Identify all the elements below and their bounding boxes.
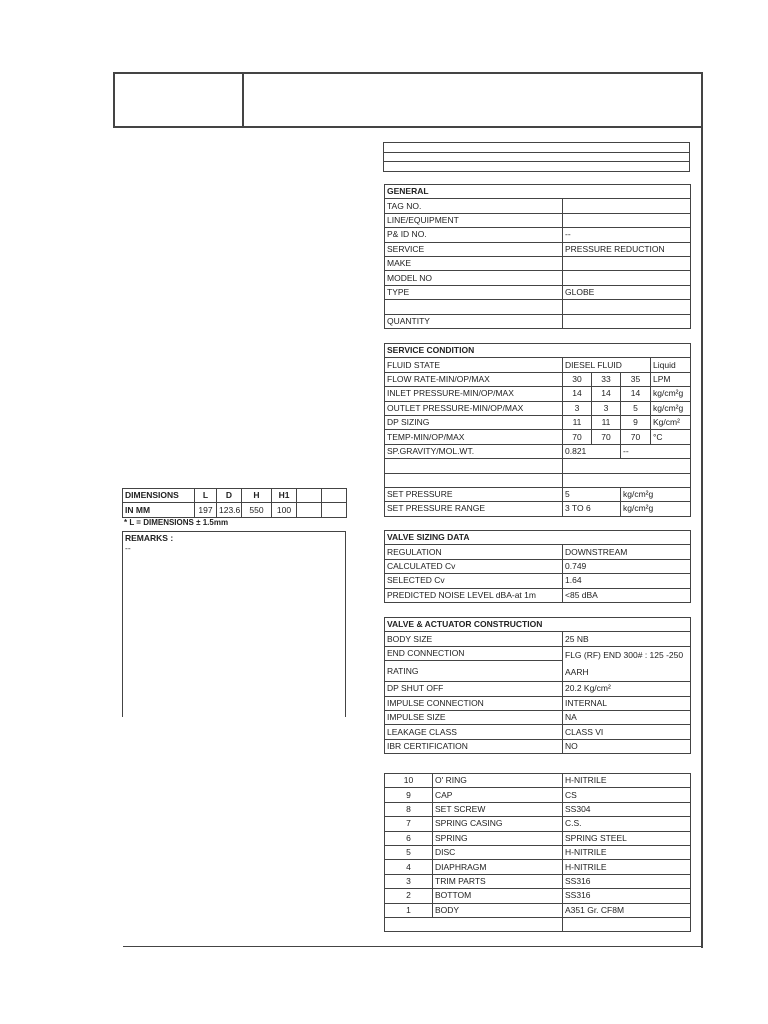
table-row: IBR CERTIFICATION NO	[385, 739, 691, 753]
table-row: 4 DIAPHRAGM H-NITRILE	[385, 860, 691, 874]
remarks-text: --	[125, 543, 131, 553]
title-block	[383, 142, 690, 172]
right-border	[701, 128, 703, 948]
service-heading: SERVICE CONDITION	[385, 344, 691, 358]
table-row	[385, 473, 691, 487]
valve-sizing-table	[384, 530, 691, 603]
table-row: SELECTED Cv 1.64	[385, 574, 691, 588]
table-row: IMPULSE SIZE NA	[385, 710, 691, 724]
table-row: 9 CAP CS	[385, 788, 691, 802]
dimensions-table	[122, 488, 347, 518]
table-row: REGULATION DOWNSTREAM	[385, 545, 691, 559]
construction-heading: VALVE & ACTUATOR CONSTRUCTION	[385, 618, 691, 632]
header-box	[113, 72, 703, 128]
table-row	[385, 917, 691, 931]
table-row: FLOW RATE-MIN/OP/MAX 30 33 35 LPM	[385, 372, 691, 386]
table-row: 6 SPRING SPRING STEEL	[385, 831, 691, 845]
service-condition-table	[384, 343, 691, 517]
table-row: BODY SIZE 25 NB	[385, 632, 691, 646]
table-row	[385, 459, 691, 473]
table-row: P& ID NO. --	[385, 228, 691, 242]
table-row: TAG NO.	[385, 199, 691, 213]
bottom-border	[123, 946, 703, 947]
general-table	[384, 184, 691, 329]
sizing-heading: VALVE SIZING DATA	[385, 531, 691, 545]
table-row: SET PRESSURE 5 kg/cm²g	[385, 487, 691, 501]
table-row: MODEL NO	[385, 271, 691, 285]
table-row: END CONNECTION FLG (RF) END 300# : 125 -250 AARH	[385, 646, 691, 660]
table-row: SET PRESSURE RANGE 3 TO 6 kg/cm²g	[385, 502, 691, 516]
dimension-tolerance-note: * L = DIMENSIONS ± 1.5mm	[124, 518, 229, 527]
table-row: OUTLET PRESSURE-MIN/OP/MAX 3 3 5 kg/cm²g	[385, 401, 691, 415]
table-row: 2 BOTTOM SS316	[385, 889, 691, 903]
table-row: INLET PRESSURE-MIN/OP/MAX 14 14 14 kg/cm²g	[385, 387, 691, 401]
construction-table	[384, 617, 691, 754]
table-row: LINE/EQUIPMENT	[385, 213, 691, 227]
table-row: SERVICE PRESSURE REDUCTION	[385, 242, 691, 256]
table-row: DP SHUT OFF 20.2 Kg/cm²	[385, 682, 691, 696]
remarks-box	[122, 531, 346, 717]
table-row: 7 SPRING CASING C.S.	[385, 817, 691, 831]
header-divider	[242, 72, 244, 128]
table-row: IN MM 197 123.6 550 100	[123, 503, 347, 517]
table-row: PREDICTED NOISE LEVEL dBA-at 1m <85 dBA	[385, 588, 691, 602]
table-row: MAKE	[385, 256, 691, 270]
table-row: CALCULATED Cv 0.749	[385, 559, 691, 573]
table-row: 5 DISC H-NITRILE	[385, 845, 691, 859]
table-row: DP SIZING 11 11 9 Kg/cm²	[385, 415, 691, 429]
table-row: SP.GRAVITY/MOL.WT. 0.821 --	[385, 444, 691, 458]
remarks-title: REMARKS :	[125, 533, 174, 543]
table-row: IMPULSE CONNECTION INTERNAL	[385, 696, 691, 710]
table-row: 1 BODY A351 Gr. CF8M	[385, 903, 691, 917]
table-row: 10 O' RING H-NITRILE	[385, 774, 691, 788]
table-row: LEAKAGE CLASS CLASS VI	[385, 725, 691, 739]
table-row	[385, 300, 691, 314]
table-row: RATING	[385, 661, 691, 682]
table-row: 3 TRIM PARTS SS316	[385, 874, 691, 888]
table-row: TYPE GLOBE	[385, 285, 691, 299]
table-row: 8 SET SCREW SS304	[385, 802, 691, 816]
parts-table	[384, 773, 691, 932]
general-heading: GENERAL	[385, 185, 691, 199]
table-row: DIMENSIONS L D H H1	[123, 489, 347, 503]
table-row: TEMP-MIN/OP/MAX 70 70 70 °C	[385, 430, 691, 444]
table-row: FLUID STATE DIESEL FLUID Liquid	[385, 358, 691, 372]
table-row: QUANTITY	[385, 314, 691, 328]
